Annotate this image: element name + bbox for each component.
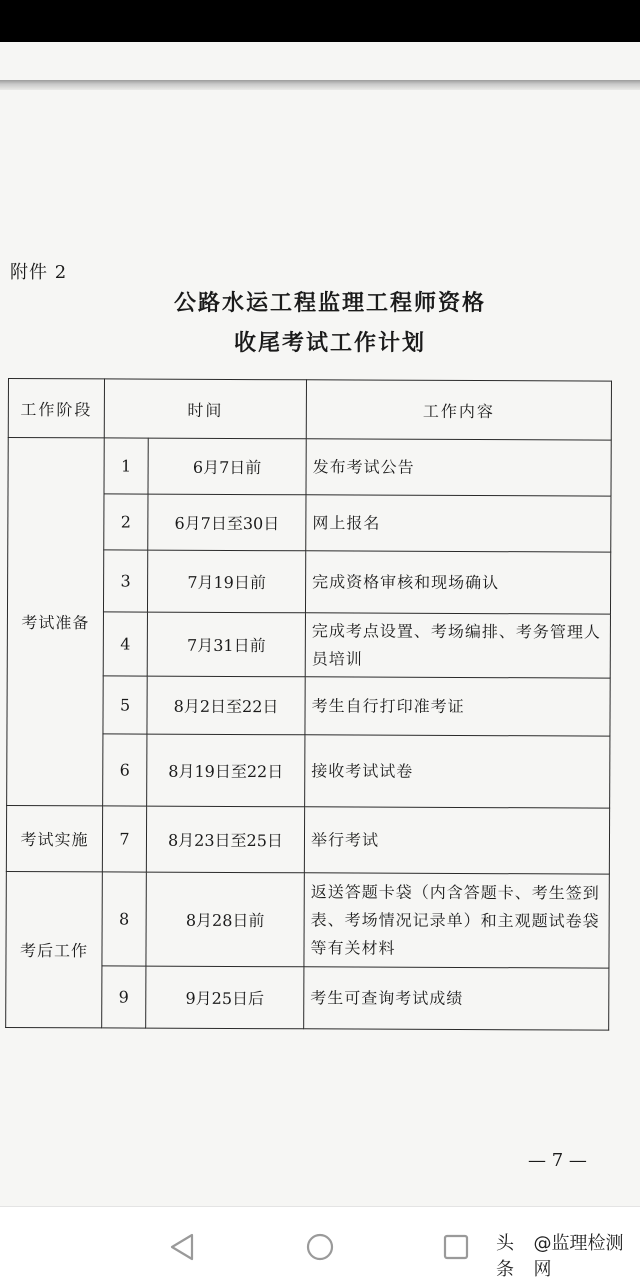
table-row: [8, 438, 611, 497]
row-number: 7: [102, 806, 146, 872]
row-time: 8月28日前: [146, 872, 304, 967]
row-content: 完成考点设置、考场编排、考务管理人员培训: [305, 613, 610, 678]
watermark-handle: @监理检测网: [534, 1229, 640, 1281]
row-number: 8: [102, 872, 146, 966]
recent-apps-button[interactable]: [436, 1227, 476, 1267]
row-time: 7月19日前: [147, 550, 305, 613]
row-content: 发布考试公告: [306, 439, 611, 496]
row-content: 网上报名: [306, 495, 611, 552]
row-number: 4: [103, 612, 147, 676]
row-time: 6月7日至30日: [148, 494, 306, 551]
attachment-label: 附件 2: [10, 258, 67, 284]
document-title-line2: 收尾考试工作计划: [10, 326, 640, 357]
row-time: 9月25日后: [146, 966, 304, 1029]
row-content: 返送答题卡袋（内含答题卡、考生签到表、考场情况记录单）和主观题试卷袋等有关材料: [304, 873, 609, 968]
row-time: 8月19日至22日: [147, 734, 305, 807]
header-content: 工作内容: [306, 380, 611, 440]
watermark-prefix: 头条: [496, 1229, 532, 1281]
stage-cell-post: 考后工作: [6, 871, 103, 1027]
row-number: 1: [104, 438, 148, 494]
row-number: 3: [103, 550, 147, 612]
table-header-row: [8, 379, 611, 441]
row-content: 完成资格审核和现场确认: [305, 551, 610, 614]
recent-square-icon: [436, 1227, 476, 1267]
row-content: 考生可查询考试成绩: [304, 967, 609, 1030]
row-time: 8月23日至25日: [146, 806, 304, 873]
row-content: 考生自行打印准考证: [305, 677, 610, 736]
table-row: [6, 871, 609, 968]
row-time: 7月31日前: [147, 612, 305, 677]
row-number: 2: [104, 494, 148, 550]
header-time: 时间: [104, 379, 306, 439]
page-number: — 7 —: [528, 1150, 587, 1171]
row-time: 6月7日前: [148, 438, 306, 495]
row-number: 9: [102, 966, 146, 1028]
row-content: 接收考试试卷: [305, 735, 610, 808]
home-circle-icon: [300, 1227, 340, 1267]
table-row: [6, 805, 609, 874]
home-button[interactable]: [300, 1227, 340, 1267]
source-watermark: [496, 1229, 640, 1281]
row-time: 8月2日至22日: [147, 676, 305, 735]
stage-cell-prep: 考试准备: [7, 438, 105, 806]
back-button[interactable]: [162, 1227, 202, 1267]
row-number: 6: [103, 734, 147, 806]
document-title-line1: 公路水运工程监理工程师资格: [10, 286, 640, 317]
row-content: 举行考试: [304, 807, 609, 874]
back-triangle-icon: [162, 1227, 202, 1267]
work-plan-table: [5, 378, 612, 1031]
row-number: 5: [103, 676, 147, 734]
header-stage: 工作阶段: [8, 379, 104, 438]
stage-cell-exam: 考试实施: [6, 805, 102, 871]
